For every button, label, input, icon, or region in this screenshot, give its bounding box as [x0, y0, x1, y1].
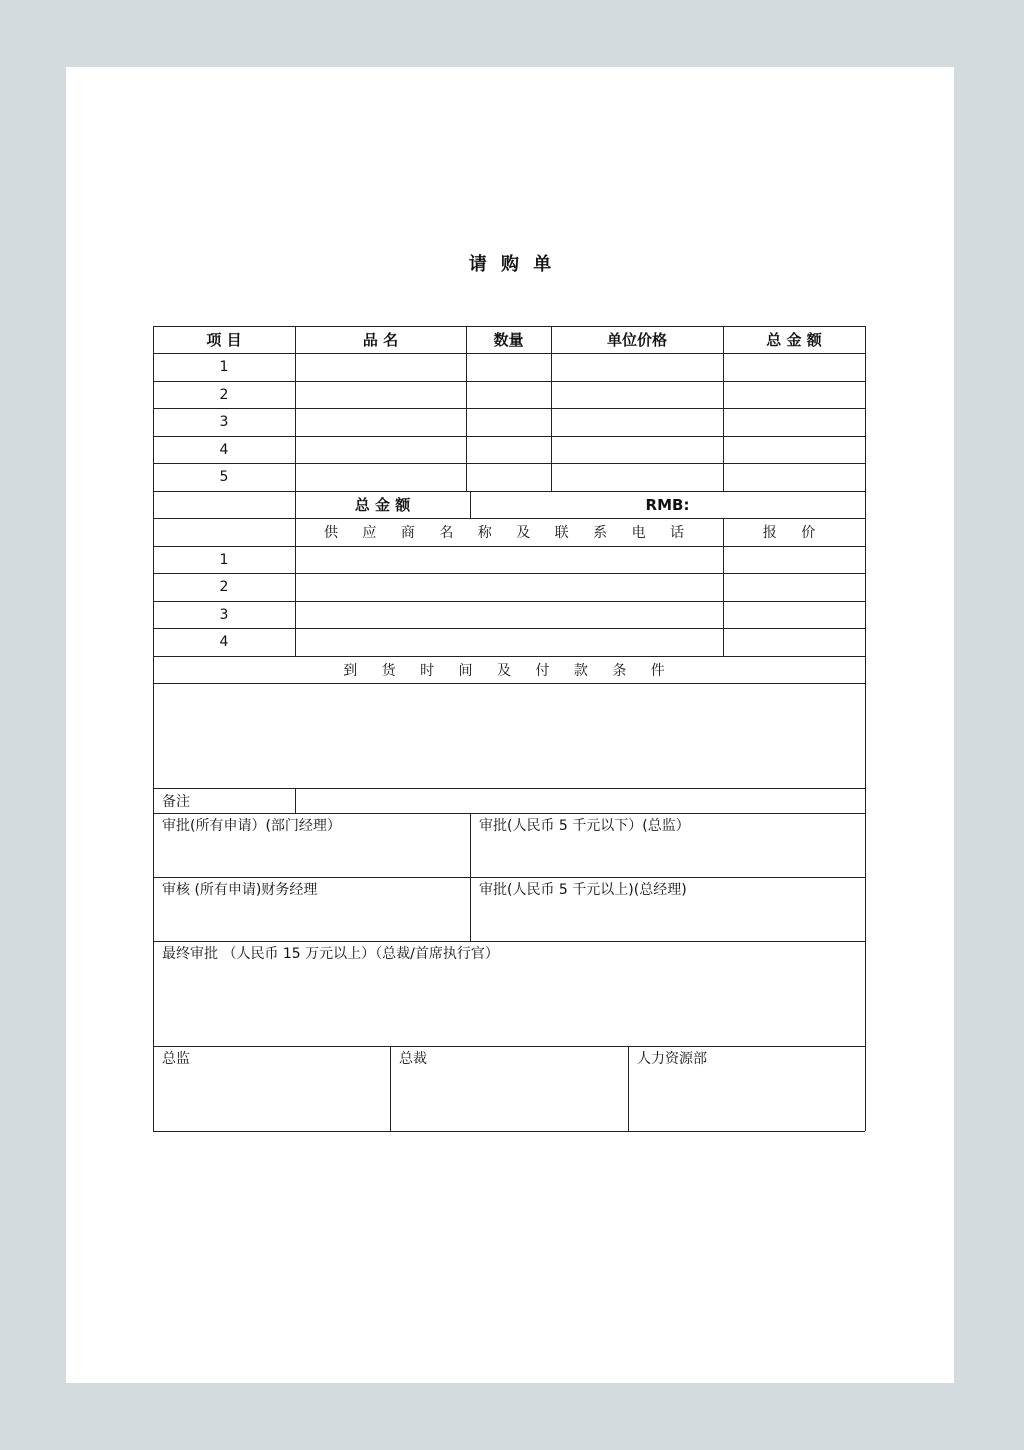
- item-row-number: 3: [219, 414, 229, 430]
- supplier-row-number: 2: [219, 579, 229, 595]
- item-row-number: 4: [219, 441, 229, 458]
- remarks-label: 备注: [162, 794, 190, 810]
- item-row-number: 5: [219, 469, 229, 485]
- header-item: 项 目: [206, 331, 242, 349]
- signature-president: 总裁: [399, 1051, 427, 1067]
- final-approval: 最终审批 （人民币 15 万元以上）（总裁/首席执行官）: [162, 946, 499, 962]
- quote-header: 报 价: [762, 525, 826, 541]
- signature-hr: 人力资源部: [637, 1051, 707, 1067]
- header-quantity: 数量: [493, 331, 524, 349]
- delivery-payment-header: 到 货 时 间 及 付 款 条 件: [343, 662, 675, 679]
- approval-dept-manager: 审批(所有申请）(部门经理）: [162, 818, 341, 834]
- item-row-number: 2: [219, 386, 229, 403]
- header-unit-price: 单位价格: [606, 331, 667, 349]
- review-finance-manager: 审核 (所有申请)财务经理: [162, 882, 318, 898]
- form-title: 请 购 单: [468, 254, 556, 275]
- approval-director: 审批(人民币 5 千元以下）(总监）: [479, 818, 690, 834]
- header-total-amount: 总 金 额: [766, 331, 822, 349]
- total-amount-label: 总 金 额: [354, 496, 411, 514]
- supplier-row-number: 3: [219, 606, 229, 623]
- supplier-row-number: 1: [219, 551, 229, 568]
- purchase-request-table: [153, 326, 866, 1132]
- header-product-name: 品 名: [362, 331, 399, 349]
- signature-director: 总监: [162, 1051, 190, 1067]
- supplier-row-number: 4: [219, 634, 229, 650]
- supplier-name-header: 供 应 商 名 称 及 联 系 电 话: [323, 525, 695, 541]
- item-row-number: 1: [219, 359, 229, 375]
- approval-general-manager: 审批(人民币 5 千元以上)(总经理): [479, 882, 687, 898]
- total-currency-label: RMB:: [645, 495, 690, 514]
